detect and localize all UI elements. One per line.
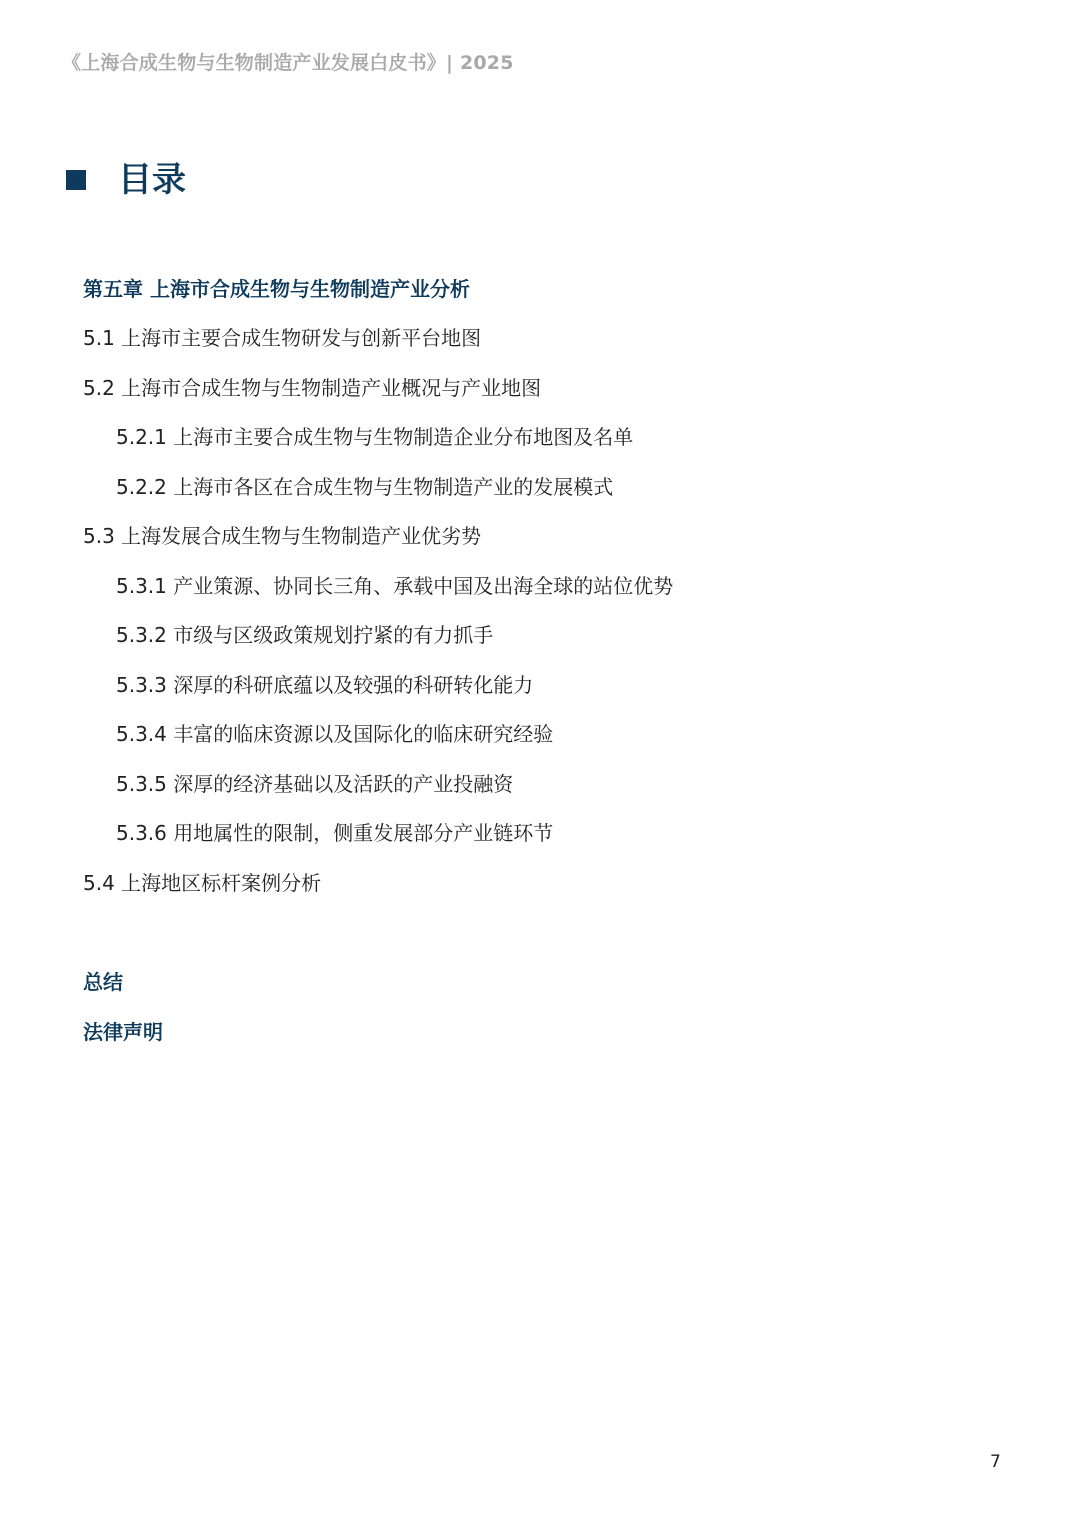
toc-item-5-2[interactable]: 5.2 上海市合成生物与生物制造产业概况与产业地图 xyxy=(83,376,542,400)
toc-summary[interactable]: 总结 xyxy=(83,970,123,994)
toc-item-5-2-2[interactable]: 5.2.2 上海市各区在合成生物与生物制造产业的发展模式 xyxy=(116,475,614,499)
square-bullet-icon xyxy=(66,170,86,190)
toc-item-5-3-2[interactable]: 5.3.2 市级与区级政策规划拧紧的有力抓手 xyxy=(116,623,494,647)
toc-item-5-3-1[interactable]: 5.3.1 产业策源、协同长三角、承载中国及出海全球的站位优势 xyxy=(116,574,674,598)
toc-item-5-3-6[interactable]: 5.3.6 用地属性的限制，侧重发展部分产业链环节 xyxy=(116,821,554,845)
toc-item-5-2-1[interactable]: 5.2.1 上海市主要合成生物与生物制造企业分布地图及名单 xyxy=(116,425,634,449)
toc-chapter-heading[interactable]: 第五章 上海市合成生物与生物制造产业分析 xyxy=(83,277,470,301)
page-number: 7 xyxy=(990,1452,1001,1472)
toc-legal-notice[interactable]: 法律声明 xyxy=(83,1020,163,1044)
toc-item-5-3-3[interactable]: 5.3.3 深厚的科研底蕴以及较强的科研转化能力 xyxy=(116,673,534,697)
toc-title: 目录 xyxy=(118,160,186,200)
toc-heading xyxy=(66,158,186,202)
toc-item-5-3-5[interactable]: 5.3.5 深厚的经济基础以及活跃的产业投融资 xyxy=(116,772,514,796)
toc-item-5-3[interactable]: 5.3 上海发展合成生物与生物制造产业优劣势 xyxy=(83,524,482,548)
running-header: 《上海合成生物与生物制造产业发展白皮书》| 2025 xyxy=(62,52,514,74)
toc-item-5-1[interactable]: 5.1 上海市主要合成生物研发与创新平台地图 xyxy=(83,326,482,350)
toc-item-5-3-4[interactable]: 5.3.4 丰富的临床资源以及国际化的临床研究经验 xyxy=(116,722,554,746)
toc-item-5-4[interactable]: 5.4 上海地区标杆案例分析 xyxy=(83,871,322,895)
